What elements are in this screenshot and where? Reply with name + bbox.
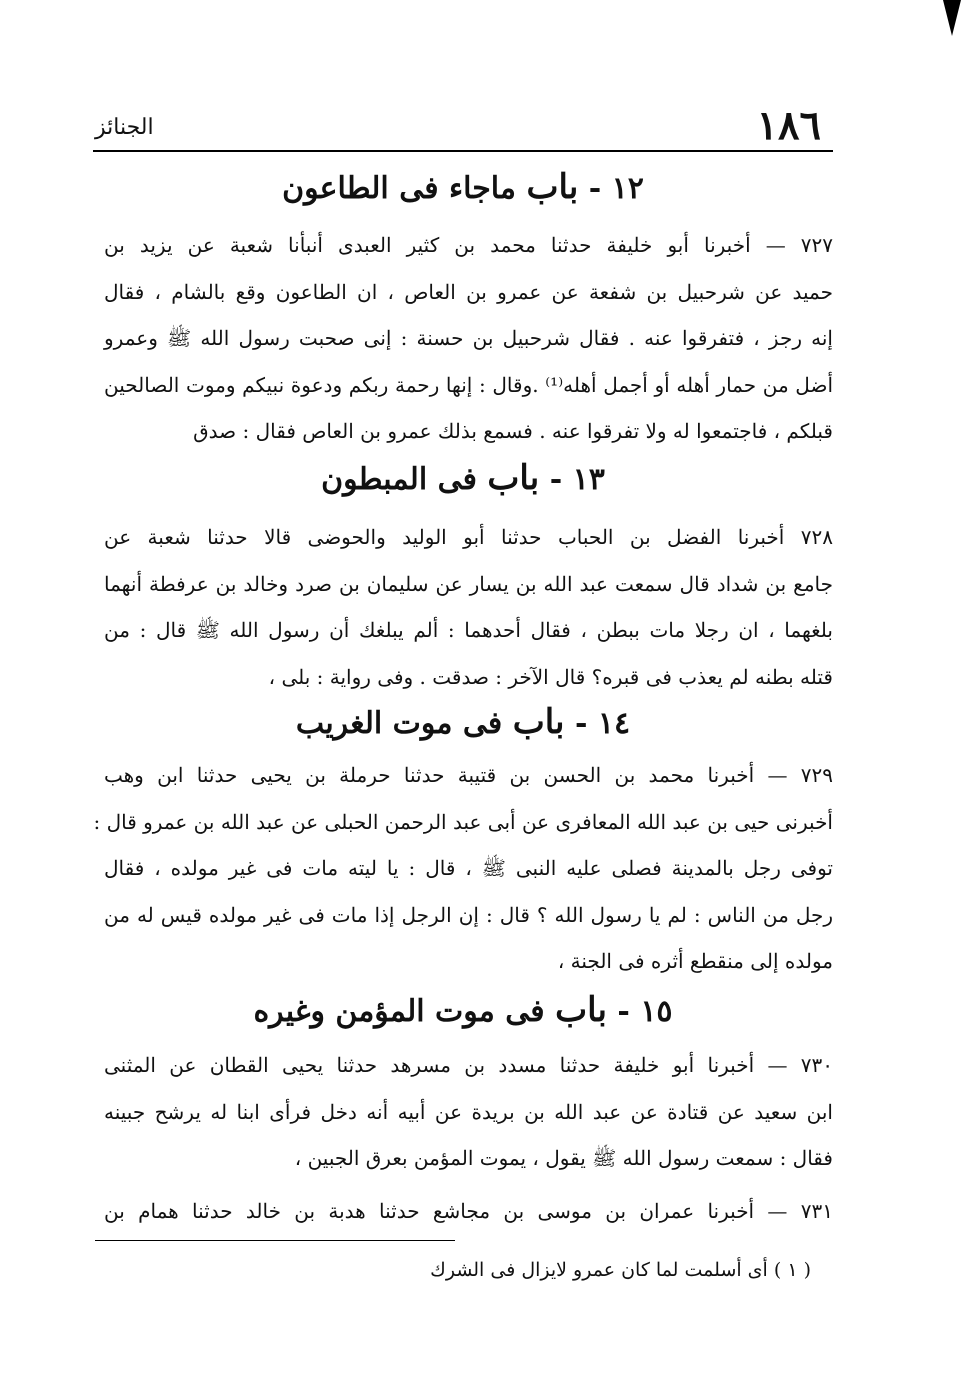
page-corner-mark [943, 0, 961, 36]
section-heading: ١٣ - باب فى المبطون [321, 458, 605, 498]
footnote: ( ١ ) أى أسلمت لما كان عمرو لايزال فى الشرك [430, 1259, 811, 1281]
text-line: ٧٣٠ — أخبرنا أبو خليفة حدثنا مسدد بن مسرهد حدثنا يحيى القطان عن المثنى [104, 1053, 833, 1077]
running-title: الجنائز [95, 115, 154, 140]
text-line: توفى رجل بالمدينة فصلى عليه النبى ﷺ ، قال : يا ليته مات فى غير مولده ، فقال [104, 856, 833, 880]
hadith-paragraph [104, 1188, 833, 1235]
section-number: ١٥ [640, 994, 673, 1029]
hadith-paragraph [104, 222, 833, 455]
text-line: قتله بطنه لم يعذب فى قبره؟ قال الآخر : صدقت . وفى رواية : بلى ، [268, 664, 833, 689]
section-keyword: باب [512, 702, 565, 742]
section-title: فى موت المؤمن وغيره [253, 994, 545, 1029]
section-number: ١٤ [597, 706, 631, 741]
section-number: ١٣ [572, 462, 605, 497]
header-rule [93, 150, 833, 152]
text-line: مولده إلى منقطع أثره فى الجنة ، [557, 949, 833, 973]
section-title: ماجاء فى الطاعون [282, 171, 516, 206]
text-line: جامع بن شداد قال سمعت عبد الله بن يسار عن سليمان بن صرد وخالد بن عرفطة أنهما [104, 571, 833, 596]
section-heading: ١٤ - باب فى موت الغريب [295, 702, 631, 742]
section-title: فى موت الغريب [295, 706, 503, 741]
hadith-paragraph [104, 514, 833, 700]
text-line: ٧٣١ — أخبرنا عمران بن موسى بن مجاشع حدثنا هدبة بن خالد حدثنا همام بن [104, 1199, 833, 1223]
section-heading: ١٥ - باب فى موت المؤمن وغيره [253, 990, 673, 1030]
text-line: ابن سعيد عن قتادة عن عبد الله بن بريدة عن أبيه أنه دخل فرأى ابنا له يرشح جبينه [104, 1099, 833, 1124]
section-keyword: باب [487, 458, 540, 498]
text-line: أضل من حمار أهله أو أجمل أهله⁽¹⁾ .وقال : إنها رحمة ربكم ودعوة نبيكم وموت الصالحين [104, 372, 833, 397]
section-title: فى المبطون [321, 462, 477, 497]
text-line: قبلكم ، فاجتمعوا له ولا تفرقوا عنه . فسمع بذلك عمرو بن العاص فقال : صدق [193, 419, 833, 443]
text-line: فقال : سمعت رسول الله ﷺ يقول ، يموت المؤمن بعرق الجبين ، [294, 1146, 833, 1170]
footnote-rule [95, 1240, 455, 1241]
hadith-paragraph [93, 752, 833, 985]
section-heading: ١٢ - باب ماجاء فى الطاعون [282, 167, 644, 207]
hadith-paragraph [104, 1042, 833, 1182]
text-line: حميد عن شرحبيل بن شفعة عن عمرو بن العاص ، ان الطاعون وقع بالشام ، فقال [104, 279, 833, 304]
page-header [95, 100, 821, 152]
section-number: ١٢ [611, 171, 644, 206]
text-line: ٧٢٩ — أخبرنا محمد بن الحسن بن قتيبة حدثنا حرملة بن يحيى حدثنا ابن وهب [104, 763, 833, 787]
text-line: ٧٢٨ أخبرنا الفضل بن الحباب حدثنا أبو الوليد والحوضى قالا حدثنا شعبة عن [104, 525, 833, 549]
text-line: ٧٢٧ — أخبرنا أبو خليفة حدثنا محمد بن كثير العبدى أنبأنا شعبة عن يزيد بن [104, 233, 833, 257]
text-line: أخبرنى حيى بن عبد الله المعافرى عن أبى عبد الرحمن الحبلى عن عبد الله بن عمرو قال : [93, 809, 833, 834]
section-keyword: باب [526, 167, 579, 207]
text-line: بلغهما ، ان رجلا مات ببطن ، فقال أحدهما : ألم يبلغك أن رسول الله ﷺ قال : من [104, 618, 833, 642]
text-line: رجل من الناس : لم يا رسول الله ؟ قال : إن الرجل إذا مات فى غير مولده قيس له من [104, 902, 833, 927]
page-number: ١٨٦ [756, 102, 821, 149]
section-keyword: باب [555, 990, 607, 1030]
text-line: إنه رجز ، فتفرقوا عنه . فقال شرحبيل بن حسنة : إنى صحبت رسول الله ﷺ وعمرو [104, 326, 833, 350]
